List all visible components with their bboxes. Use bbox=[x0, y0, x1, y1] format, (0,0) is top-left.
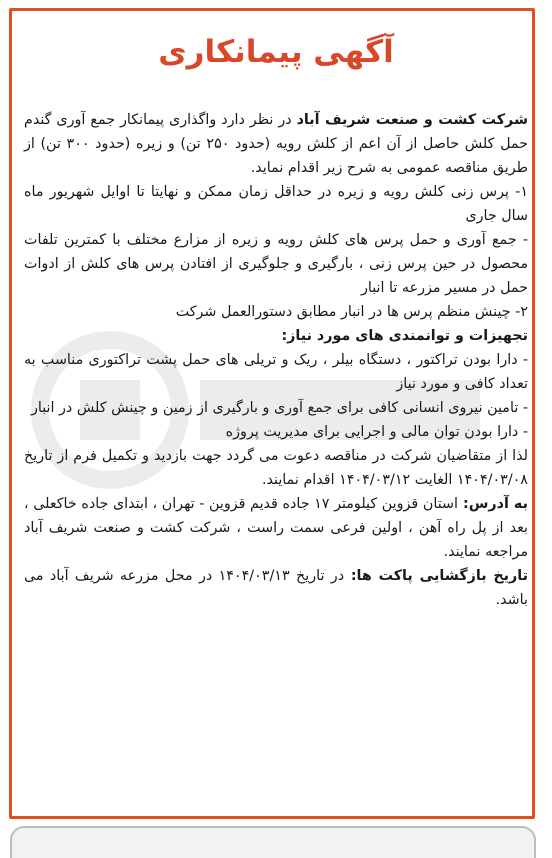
ad-body bbox=[24, 108, 528, 612]
list-item: ۱- پرس زنی کلش رویه و زیره در حداقل زمان ممکن و نهایتا تا اوایل شهریور ماه سال جاری bbox=[24, 184, 528, 224]
list-item: - جمع آوری و حمل پرس های کلش رویه و زیره از مزارع مختلف با کمترین تلفات محصول در حین پرس زنی ، بارگیری و جلوگیری از افتادن پرس های کلش از ادوات حمل در مسیر مزرعه تا انبار bbox=[24, 232, 528, 296]
opening-label: تاریخ بازگشایی پاکت ها: bbox=[344, 568, 529, 584]
ad-title: آگهی پیمانکاری bbox=[158, 34, 394, 70]
address-text: استان قزوین کیلومتر ۱۷ جاده قدیم قزوین - تهران ، ابتدای جاده خاکعلی ، بعد از پل راه آهن ، اولین فرعی سمت راست ، شرکت کشت و صنعت شریف آباد مراجعه نمایند. bbox=[24, 496, 528, 560]
list-item: - دارا بودن تراکتور ، دستگاه بیلر ، ریک و تریلی های حمل پشت تراکتوری مناسب به تعداد کافی و مورد نیاز bbox=[24, 352, 528, 392]
intro-text: در نظر دارد واگذاری پیمانکار جمع آوری گندم حمل کلش حاصل از آن اعم از کلش رویه (حدود ۲۵۰ تن) و زیره (حدود ۳۰۰ تن) از طریق مناقصه عمومی به شرح زیر اقدام نماید. bbox=[24, 112, 528, 176]
list-item: - تامین نیروی انسانی کافی برای جمع آوری و بارگیری از زمین و چینش کلش در انبار bbox=[30, 400, 528, 416]
invitation-paragraph: لذا از متقاضیان شرکت در مناقصه دعوت می گردد جهت بازدید و تکمیل فرم از تاریخ ۱۴۰۴/۰۳/۰۸ الغایت ۱۴۰۴/۰۳/۱۲ اقدام نمایند. bbox=[24, 448, 528, 488]
list-item: ۲- چینش منظم پرس ها در انبار مطابق دستورالعمل شرکت bbox=[175, 304, 528, 320]
company-name: شرکت کشت و صنعت شریف آباد bbox=[296, 112, 528, 128]
equipment-heading: تجهیزات و توانمندی های مورد نیاز: bbox=[281, 328, 528, 344]
intro-paragraph bbox=[24, 108, 528, 180]
address-paragraph bbox=[24, 492, 528, 564]
address-label: به آدرس: bbox=[457, 496, 528, 512]
next-ad-edge bbox=[10, 826, 536, 858]
opening-paragraph bbox=[24, 564, 528, 612]
list-item: - دارا بودن توان مالی و اجرایی برای مدیریت پروژه bbox=[225, 424, 528, 440]
opening-text: در تاریخ ۱۴۰۴/۰۳/۱۳ در محل مزرعه شریف آباد می باشد. bbox=[24, 568, 528, 608]
